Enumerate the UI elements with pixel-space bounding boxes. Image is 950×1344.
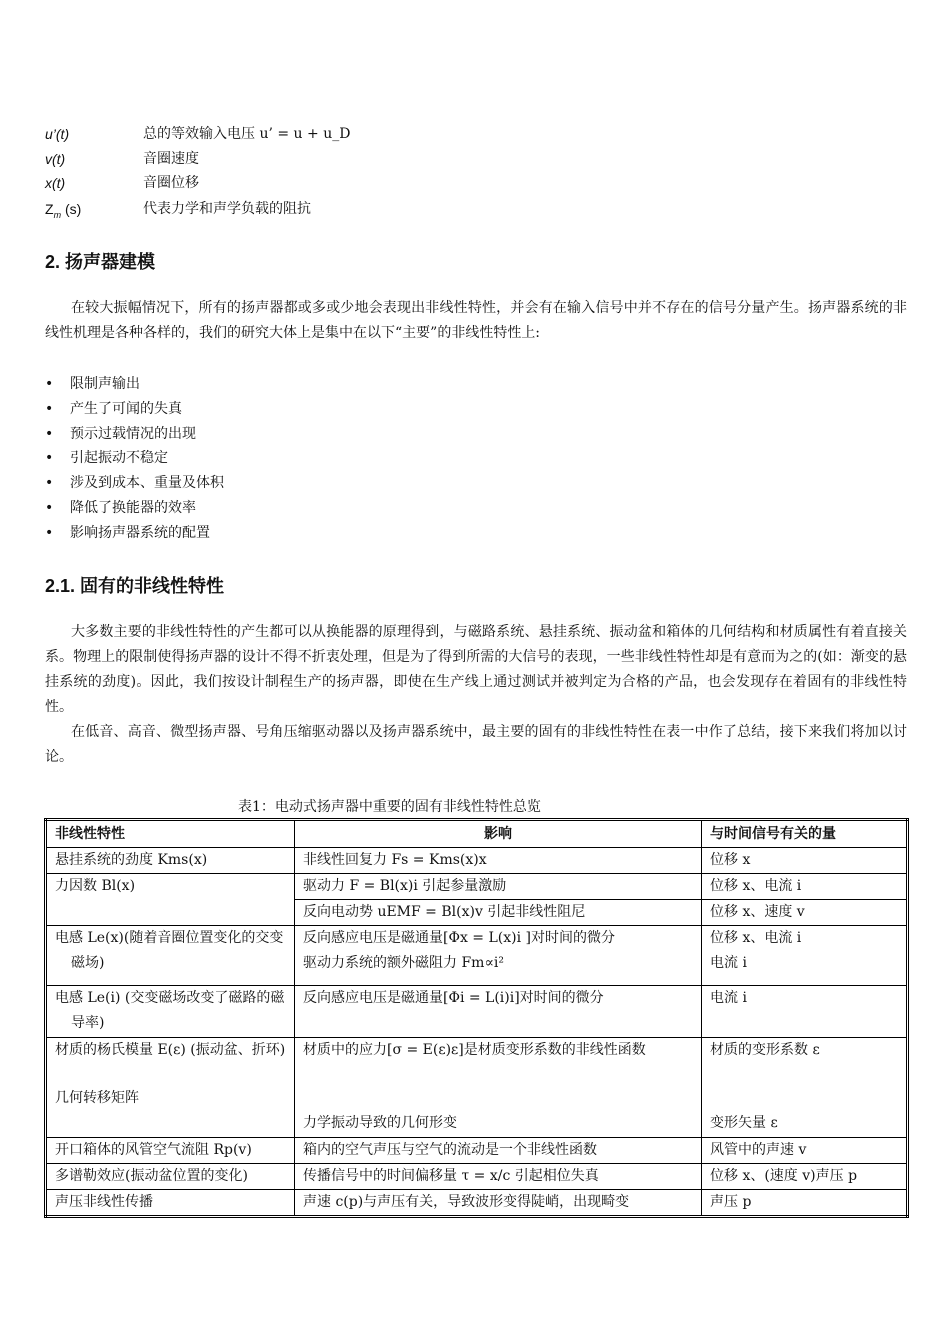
cell-line: 力学振动导致的几何形变 bbox=[303, 1115, 457, 1131]
symbol-description: 音圈位移 bbox=[143, 175, 199, 191]
cell-line: 位移 x、电流 i bbox=[710, 930, 802, 946]
cell-line: 材质的变形系数 ε bbox=[710, 1042, 820, 1058]
table-row bbox=[46, 874, 908, 900]
table-cell: 悬挂系统的劲度 Kms(x) bbox=[46, 848, 295, 874]
table-header-row bbox=[46, 820, 908, 848]
table-cell bbox=[295, 926, 702, 986]
list-item: • 影响扬声器系统的配置 bbox=[45, 521, 224, 546]
symbol-description: 音圈速度 bbox=[143, 151, 199, 167]
table-cell: 风管中的声速 v bbox=[702, 1138, 908, 1164]
cell-line: 变形矢量 ε bbox=[710, 1115, 778, 1131]
symbol: x(t) bbox=[45, 175, 66, 191]
list-item: • 引起振动不稳定 bbox=[45, 446, 224, 471]
symbol: v(t) bbox=[45, 151, 66, 167]
cell-line: 几何转移矩阵 bbox=[55, 1090, 139, 1106]
cell-line: 电流 i bbox=[710, 955, 747, 971]
symbol-description: 代表力学和声学负载的阻抗 bbox=[143, 201, 311, 217]
table-cell: 位移 x、速度 v bbox=[702, 900, 908, 926]
table-cell: 非线性回复力 Fs = Kms(x)x bbox=[295, 848, 702, 874]
table-cell: 驱动力 F = Bl(x)i 引起参量激励 bbox=[295, 874, 702, 900]
nonlinearity-table bbox=[44, 818, 909, 1218]
table-cell: 力因数 Bl(x) bbox=[46, 874, 295, 926]
subsection-heading: 2.1. 固有的非线性特性 bbox=[45, 576, 225, 596]
table-cell: 电流 i bbox=[702, 986, 908, 1038]
table-row bbox=[46, 1190, 908, 1217]
table-cell: 位移 x、(速度 v)声压 p bbox=[702, 1164, 908, 1190]
table-cell: 多谱勒效应(振动盆位置的变化) bbox=[46, 1164, 295, 1190]
table-cell: 声速 c(p)与声压有关，导致波形变得陡峭，出现畸变 bbox=[295, 1190, 702, 1217]
table-cell bbox=[46, 1038, 295, 1138]
table-cell: 开口箱体的风管空气流阻 Rp(v) bbox=[46, 1138, 295, 1164]
table-cell bbox=[46, 926, 295, 986]
body-paragraph bbox=[45, 296, 907, 346]
table-row bbox=[46, 848, 908, 874]
table-row bbox=[46, 1038, 908, 1138]
body-paragraph bbox=[45, 620, 907, 770]
table-cell: 位移 x bbox=[702, 848, 908, 874]
list-item: • 涉及到成本、重量及体积 bbox=[45, 471, 224, 496]
paragraph-text: 在较大振幅情况下，所有的扬声器都或多或少地会表现出非线性特性，并会有在输入信号中并不存在的信号分量产生。扬声器系统的非线性机理是各种各样的，我们的研究大体上是集中在以下“主要”的非线性特性上: bbox=[45, 300, 907, 341]
symbol: $Z_m$ (s) bbox=[45, 201, 82, 220]
table-cell bbox=[295, 1038, 702, 1138]
table-cell bbox=[46, 986, 295, 1038]
cell-text: 电感 Le(i) (交变磁场改变了磁路的磁导率) bbox=[55, 990, 285, 1031]
cell-line: 材质的杨氏模量 E(ε) (振动盆、折环) bbox=[55, 1042, 286, 1058]
column-header: 影响 bbox=[295, 820, 702, 848]
symbol-description: 总的等效输入电压 u’ = u + u_D bbox=[143, 126, 351, 142]
table-cell: 声压 p bbox=[702, 1190, 908, 1217]
table-cell bbox=[702, 926, 908, 986]
table-cell: 反向电动势 uEMF = Bl(x)v 引起非线性阻尼 bbox=[295, 900, 702, 926]
table-cell: 反向感应电压是磁通量[Φi = L(i)i]对时间的微分 bbox=[295, 986, 702, 1038]
table-caption: 表1：电动式扬声器中重要的固有非线性特性总览 bbox=[238, 799, 541, 815]
table-cell: 箱内的空气声压与空气的流动是一个非线性函数 bbox=[295, 1138, 702, 1164]
table-cell: 位移 x、电流 i bbox=[702, 874, 908, 900]
column-header: 与时间信号有关的量 bbox=[702, 820, 908, 848]
column-header: 非线性特性 bbox=[46, 820, 295, 848]
section-heading: 2. 扬声器建模 bbox=[45, 252, 156, 272]
cell-line: 材质中的应力[σ = E(ε)ε]是材质变形系数的非线性函数 bbox=[303, 1042, 646, 1058]
symbol: u’(t) bbox=[45, 126, 70, 142]
list-item: • 预示过载情况的出现 bbox=[45, 422, 224, 447]
list-item: • 限制声输出 bbox=[45, 372, 224, 397]
table-row bbox=[46, 1164, 908, 1190]
cell-text: 电感 Le(x)(随着音圈位置变化的交变磁场) bbox=[55, 930, 284, 971]
paragraph-text: 在低音、高音、微型扬声器、号角压缩驱动器以及扬声器系统中，最主要的固有的非线性特性在表一中作了总结，接下来我们将加以讨论。 bbox=[45, 724, 907, 765]
table-row bbox=[46, 926, 908, 986]
table-row bbox=[46, 986, 908, 1038]
table-cell: 声压非线性传播 bbox=[46, 1190, 295, 1217]
paragraph-text: 大多数主要的非线性特性的产生都可以从换能器的原理得到，与磁路系统、悬挂系统、振动盆和箱体的几何结构和材质属性有着直接关系。物理上的限制使得扬声器的设计不得不折衷处理，但是为了得到所需的大信号的表现，一些非线性特性却是有意而为之的(如：渐变的悬挂系统的劲度)。因此，我们按设计制程生产的扬声器，即使在生产线上通过测试并被判定为合格的产品，也会发现存在着固有的非线性特性。 bbox=[45, 624, 907, 715]
table-cell: 传播信号中的时间偏移量 τ = x/c 引起相位失真 bbox=[295, 1164, 702, 1190]
table-cell bbox=[702, 1038, 908, 1138]
list-item: • 产生了可闻的失真 bbox=[45, 397, 224, 422]
cell-line: 驱动力系统的额外磁阻力 Fm∝i² bbox=[303, 955, 505, 971]
list-item: • 降低了换能器的效率 bbox=[45, 496, 224, 521]
cell-line: 反向感应电压是磁通量[Φx = L(x)i ]对时间的微分 bbox=[303, 930, 615, 946]
table-row bbox=[46, 1138, 908, 1164]
bullet-list bbox=[45, 372, 224, 546]
